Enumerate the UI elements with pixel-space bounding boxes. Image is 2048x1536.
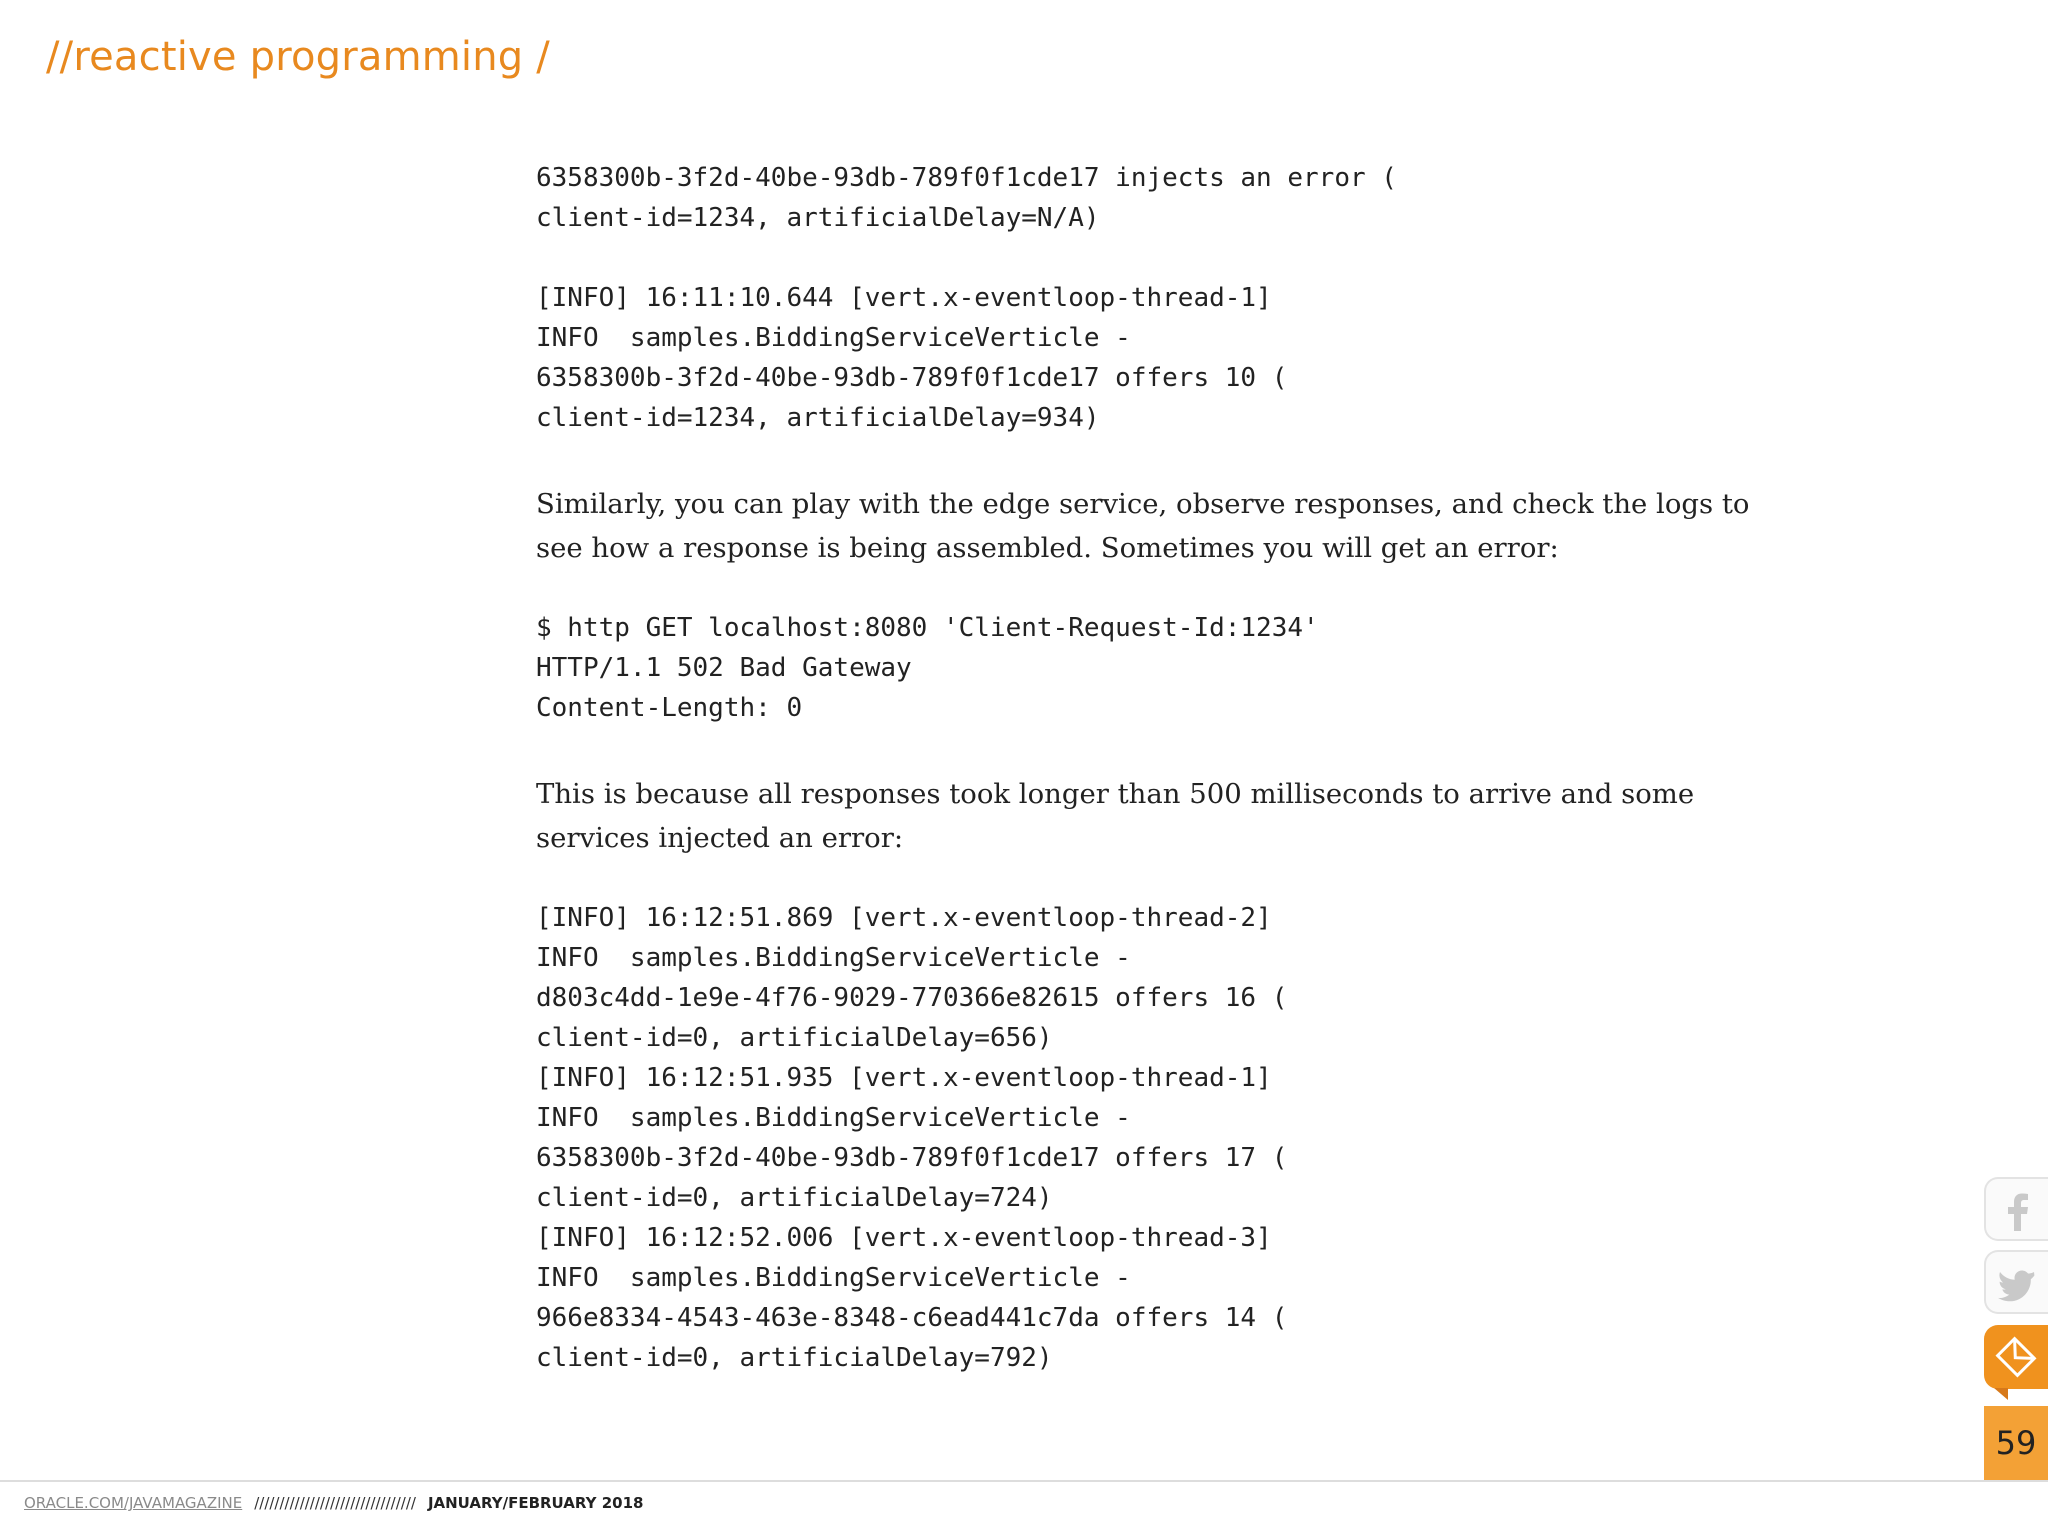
email-share-button[interactable] xyxy=(1984,1325,2048,1389)
facebook-icon xyxy=(1986,1179,2048,1243)
footer-divider xyxy=(0,1480,2048,1482)
twitter-share-button[interactable] xyxy=(1984,1250,2048,1314)
paragraph-timeout-explanation: This is because all responses took longer than 500 milliseconds to arrive and some services injected an error: xyxy=(536,778,1695,854)
spacer xyxy=(536,570,1776,608)
article-body xyxy=(536,158,1776,1378)
spacer xyxy=(536,860,1776,898)
code-block-log-1: 6358300b-3f2d-40be-93db-789f0f1cde17 injects an error ( client-id=1234, artificialDelay=N/A) [INFO] 16:11:10.644 [vert.x-eventloop-thread-1] INFO samples.BiddingServiceVerticle - 6358300b-3f2d-40be-93db-789f0f1cde17 offers 10 ( client-id=1234, artificialDelay=934) xyxy=(536,163,1397,433)
code-block-http-request: $ http GET localhost:8080 'Client-Request-Id:1234' HTTP/1.1 502 Bad Gateway Content-Length: 0 xyxy=(536,613,1319,723)
section-title: //reactive programming / xyxy=(46,34,550,80)
spacer xyxy=(536,438,1776,482)
issue-date: JANUARY/FEBRUARY 2018 xyxy=(427,1494,644,1512)
email-icon xyxy=(1984,1325,2048,1389)
magazine-link[interactable]: ORACLE.COM/JAVAMAGAZINE xyxy=(24,1494,243,1512)
email-tab-tail xyxy=(1994,1388,2008,1400)
code-block-log-2: [INFO] 16:12:51.869 [vert.x-eventloop-thread-2] INFO samples.BiddingServiceVerticle - d803c4dd-1e9e-4f76-9029-770366e82615 offers 16 ( client-id=0, artificialDelay=656) [INFO] 16:12:51.935 [vert.x-eventloop-thread-1] INFO samples.BiddingServiceVerticle - 6358300b-3f2d-40be-93db-789f0f1cde17 offers 17 ( client-id=0, artificialDelay=724) [INFO] 16:12:52.006 [vert.x-eventloop-thread-3] INFO samples.BiddingServiceVerticle - 966e8334-4543-463e-8348-c6ead441c7da offers 14 ( client-id=0, artificialDelay=792) xyxy=(536,903,1288,1373)
facebook-share-button[interactable] xyxy=(1984,1177,2048,1241)
spacer xyxy=(536,728,1776,772)
footer-slashes: //////////////////////////////// xyxy=(254,1494,416,1512)
footer xyxy=(24,1494,643,1512)
page-number: 59 xyxy=(1984,1406,2048,1480)
paragraph-edge-service: Similarly, you can play with the edge service, observe responses, and check the logs to see how a response is being assembled. Sometimes you will get an error: xyxy=(536,488,1750,564)
twitter-icon xyxy=(1986,1252,2048,1316)
